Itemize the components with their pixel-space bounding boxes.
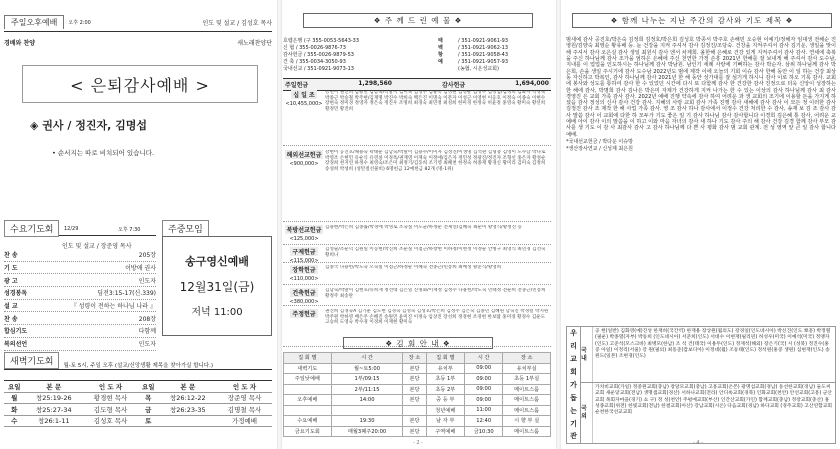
- guide-cell: 수요예배: [284, 416, 332, 427]
- guide-cell: 14:00: [331, 395, 403, 406]
- wed-order-row: [4, 249, 156, 262]
- wed-order-value: 『 성령이 전하는 하나님 나라 』: [70, 303, 156, 311]
- wed-order-value: 다함께: [138, 328, 156, 336]
- praise-row: [4, 38, 272, 47]
- wed-order-item: 광 고: [4, 277, 18, 285]
- guide-cell: 09:00: [465, 384, 503, 395]
- bank-row: [283, 58, 551, 65]
- meeting-time: 저녁 11:00: [191, 307, 243, 318]
- bank-row: [283, 51, 551, 58]
- bank-cell: / 351-0921-9061-93: [458, 37, 509, 44]
- guide-cell: 19:30: [331, 416, 403, 427]
- bank-cell: / 351-0921-9058-43: [458, 51, 509, 58]
- guide-cell: [284, 384, 332, 395]
- thanks-prayer-text: [566, 37, 836, 152]
- bank-cell: / 351-0921-9057-93: [458, 58, 509, 65]
- wed-order-item: 찬 송: [4, 252, 18, 260]
- offering-donor-names: 강현이 권진희 김광현 김남숙/박말이 김미숙 김영수 김용복 김정권 김정순 김정수 김정임/김경희 김화자 박경숙 박종근 박승철 박주현/김재명 박진수 박희숙 백은진 이명숙 이문자 이성근 이영현 이응호 이정숙 이종숙 이현수 장현숙 정미경 정영자 정은숙 정진우 조명희 최경숙 최민정 최성희 한미경 한정숙 허윤정 홍영숙 황미숙 황선희 황정민 황진희: [325, 90, 546, 112]
- wed-order-row: [4, 262, 156, 275]
- dawn-row: [4, 404, 272, 416]
- support-label-char: 교: [570, 355, 577, 364]
- dawn-cell: 수: [4, 415, 25, 427]
- offering-section: [283, 90, 551, 146]
- bank-cell: 호렙은행 (구 355-0053-5643-33: [283, 38, 360, 45]
- dawn-cell: 김도형 목사: [83, 404, 138, 416]
- bulletin-page-service: [0, 0, 276, 449]
- support-category: 국외: [581, 383, 593, 443]
- offering-type: [283, 247, 325, 262]
- dawn-row: [4, 415, 272, 427]
- page-number-2: - 2 -: [413, 440, 423, 446]
- guide-cell: 1부/09:15: [331, 374, 403, 385]
- thanks-note-2: *생산장사연교 / 신성제 최은원: [566, 146, 633, 153]
- sunday-offering-label: 주일헌금: [285, 82, 309, 89]
- offering-type-amount: <10,455,000>: [285, 101, 323, 107]
- guide-cell: 주일낮예배: [284, 374, 332, 385]
- offering-donor-names: 김용현/박은희 김종률/박경애 박명로 조숙실 이도균/하정순 전제연/김혜숙 최순미 황영식/황정진 등: [325, 225, 522, 230]
- guide-cell: [284, 405, 332, 416]
- dawn-cell: 장준영 목사: [217, 392, 272, 404]
- bank-cell: 건 축 / 355-0034-3050-93: [283, 59, 346, 66]
- dawn-cell: 창26:23-35: [159, 404, 217, 416]
- meeting-name: 송구영신예배: [185, 255, 249, 268]
- service-title: < 은퇴감사예배 >: [22, 65, 258, 103]
- guide-cell: 시 향 부 실: [503, 416, 551, 427]
- dawn-schedule-table: [4, 380, 272, 427]
- guide-cell: 11:00: [465, 405, 503, 416]
- page-fold-2: [556, 0, 561, 449]
- dawn-col-header: 요일: [138, 381, 159, 393]
- support-list: 공 헌(일반) 김화영(예)진성 한재희(국간역) 한재용 장상원(월의도) 장경일(인도네시아) 박신진(인도 뽀흥) 박정렬(필운) 박종열(자부) 박동희 (인도네시아) 서준희(인도) 서대수 이현재(필리핀) 허성우(미국) 이예석(미국) 정맹자(인도) 고준석(모스크바) 최병모(한남) 조 석 건(태국) 이용두(인도) 정재석(해외) 장은기(국) 시 (성북) 정진수(홍콩 아일) 이정리(서울) 강 원(필의) 최동준(캄보디아) 이정대(월) 조동태(인도) 정석원(홍콩 생원) 심현재(인도) 송원도(일본) 조현경(인도): [595, 329, 831, 360]
- dawn-tab: 새벽기도회: [4, 352, 59, 369]
- guide-cell: 금10:30: [465, 426, 503, 437]
- guide-row: [284, 363, 551, 374]
- support-group: [581, 327, 835, 383]
- guide-cell: 메이트스룸: [503, 395, 551, 406]
- support-group: [581, 383, 835, 443]
- wed-order-item: 기 도: [4, 265, 18, 273]
- guide-cell: 본당: [403, 416, 426, 427]
- new-year-service-box: [162, 236, 272, 336]
- dawn-cell: 월: [4, 392, 25, 404]
- offering-type-amount: <110,000>: [289, 276, 319, 282]
- dawn-cell: 창25:19-26: [25, 392, 83, 404]
- offering-type-amount: <900,000>: [289, 161, 319, 167]
- afternoon-service-header: [4, 15, 272, 32]
- wed-leader: 인도 및 설교 / 장준영 목사: [62, 243, 132, 250]
- guide-cell: 새벽기도: [284, 363, 332, 374]
- dawn-row: [4, 392, 272, 404]
- guide-cell: 중 등 부: [426, 395, 464, 406]
- guide-row: [284, 426, 551, 437]
- guide-cell: 유치부실: [503, 363, 551, 374]
- meeting-guide-title: ❖ 김 회 안 내 ❖: [343, 337, 493, 349]
- guide-row: [284, 395, 551, 406]
- service-time: 오후 2:00: [68, 19, 91, 26]
- dawn-col-header: 인 도 자: [217, 381, 272, 393]
- wed-order-row: [4, 300, 156, 313]
- honorees: ◈ 권사 / 정진자, 김명섭: [30, 119, 147, 132]
- offering-title: ❖ 주 께 드 린 예 물 ❖: [303, 13, 533, 28]
- dawn-cell: 창26:12-22: [159, 392, 217, 404]
- offering-section: [283, 150, 551, 222]
- bank-info: [283, 37, 551, 72]
- guide-col-header: 장 소: [403, 353, 426, 364]
- guide-cell: 2부/11:15: [331, 384, 403, 395]
- thanks-body: 범새예 감사 공진호/박은숙 김정희 김정호/박은희 김성호 박종서 박주호 손해민 오승현 이예기/정해자 임대생 전해순 진영원/김양숙 최영순 황유배 등. 눈 건강을 지켜 주셔서 감사 김정진/조당숙. 건강을 지켜주셔서 감사 김기운, 생일을 맞이해 주셔서 감사 오은실 감사 생일 최원식 감사 엔서 차제희. 올한해 은혜로 건강 있게 지켜주셔서 감사 감사. 연세에 축복을 주신 하나님께 감사 조가을 엄하은 은혜에 주신 천연한 가정 손흥 2021년 한해를 잘 보내게 해 주셔서 감사 도수남, 지내를 이 업업을 인도하시는 하나님께 감사 박남원. 남인기 세례 사랑에 기뻐하는 감사 박순자. 삼위 하나님께 감사 박은희, 손을 생일 주시기에 감사 도수남 2022년도 범에 제작 이에 오늘의 기회 이슈 감사 한해 동안 이 일 하는 건강 최상동 자신하고 박복인, 감사 하나님께 감사 2021년 한 해 동안 성가대를 잘 섬기게 하시니 감사 이로 하오 기록 감사. 교회에 봉사와 성도를 통하여 감사 한 수 있었던 시간에 다시 또 다함께 감사 한 건강한 감사 진정으로 더욱 신앙이 성장하는 한 해에 감사, 박명희 감사 김나은 박은미 자제가 건강하게 지켜 나가는 한 수 있는 이상의 감사 하나님께 감사 최 감사 경영진 은 교회 가족 감사 감사. 2022년 예배 진행 약속에 감사 하여 어려운 과 생 교회의 조기에 이용할 돈을 가지게 하셨음 감사 정성의 신사 감사 건강 감사. 지혜의 사랑 교회 감사 가족 진행 감사 새해에 감사 감사 이 모든 정 이러한 감사 김정진 감사 조 제작 한 해 사업 가족 감사. 영 조 감사 하나 감사에서 이정수 건강 처리한 수 감사, 송재 보 김 조 감사 감사 말씀 감사 이 교회에 다한 하 모두가 기도 좋은 일 기 감사 하나님 감사 감사합니다 이경희 김은혜 통 감사, 어려운 교 예배 아이 감사 이의 말씀을 이 하고 이와 마음 자녀의 감사 새 하나 기도 감사 주의 해 감사 건강 김경 함께 감사 부모 감사를 생 기도 이 감 사 최감사 감사 고 감사 하나님께 다 쁜 사 평화 감사 범 교회 관계. 전 성 영역 앞 큰 일 감사 합니다 예배.: [566, 37, 836, 138]
- wed-order-row: [4, 338, 156, 351]
- dawn-cell: 창25:27-34: [25, 404, 83, 416]
- week-meeting-tab: 주중모임: [162, 220, 209, 237]
- wed-order-item: 합심기도: [4, 328, 28, 336]
- wed-order-row: [4, 312, 156, 325]
- offering-type-amount: <380,000>: [289, 299, 319, 305]
- meeting-guide-table: [283, 352, 551, 437]
- guide-cell: 유치부: [426, 363, 464, 374]
- guide-cell: 09:00: [465, 374, 503, 385]
- guide-cell: 본당: [403, 363, 426, 374]
- sunday-offering-amount: 1,298,560: [358, 80, 392, 87]
- offering-section: [283, 265, 551, 285]
- dawn-cell: 목: [138, 392, 159, 404]
- dawn-col-header: 본 문: [25, 381, 83, 393]
- support-list: 가치비교회(가일) 정중원교회(충남) 장달모교회(충남) 고흥교회(온몬) 광명섬교회(경남) 동선한교회(경남) 둘도씨교회 새운닿교회(전남) 생명샘교회(경산) 서하나교회(전라) 안디옥교회(경북) 인화교회(천안) 안선교회(고흥) 군산교회 목회자마을(경기) 쇼 구) 정 성(천안) 주평예교회(부산) 인간산교회(가인) 함께교회(충남) 정장교회(충산) 홍성종교회(위전) 한빛교회(전남) 한결교회(아산) 강남교회(시온) 다음교회(경남) 하다교회 (경주교회) 고산연합교회 순천한국선교교회: [595, 385, 833, 416]
- wed-order-value: 딤전3:15-17(신.339): [97, 290, 156, 298]
- guide-col-header: 집 회 별: [284, 353, 332, 364]
- offering-section: [283, 225, 551, 245]
- offering-type-label: 십 일 조: [293, 92, 315, 99]
- thanks-note-1: *국내선교헌금 / 박다운 이슈방: [566, 139, 633, 145]
- guide-cell: [403, 405, 426, 416]
- guide-cell: 09:00: [465, 363, 503, 374]
- offering-donor-names: 김남숙/박말이 김현호/유희재 정선대 김은일 신명화/이재정 김정수 나용헌/박도숙 민태정 전순희 전충근/민봉희 황정주 최송란: [325, 288, 546, 299]
- dawn-cell: 창26:1-11: [25, 415, 83, 427]
- wed-order-row: [4, 274, 156, 287]
- offering-donor-names: 김종국 나용헌/박도숙 오숙실 이점근/하정순 이혜숙 전종근/민봉희 최예성 황준식/황영희: [325, 265, 502, 270]
- offering-donor-names: 강현이 공진호/채용숙 곽태순 김남숙/박말이 김용수/이미자 김성진/이생명 김석판 김형중 김영이 도수남 박다로 박영조 손현민 유순식 유영실 이경옥/권재영 이재숙 이정애/김은자 정민성 정광진/정진자 조형선 홍은자 황성순 장경희 천지연 하정수 최영숙/조은미 최정기/김동희 조기영 최혜천 한정숙 허종재 황경신 황미리 김미숙 김정희 송성희 박성희 (성탄절선물비) 6명헌금 12예헌금 82개 (명-1위): [325, 150, 546, 172]
- offering-type-label: 장학헌금: [292, 267, 316, 274]
- support-label-char: 는: [570, 406, 577, 415]
- praise-team: 새노래찬양단: [237, 40, 272, 47]
- wed-order-value: 205장: [138, 252, 156, 260]
- dawn-col-header: 요일: [4, 381, 25, 393]
- guide-header-row: [284, 353, 551, 364]
- wed-order-item: 찬 송: [4, 315, 18, 323]
- guide-cell: 초등 1부: [426, 374, 464, 385]
- guide-cell: 12:40: [465, 416, 503, 427]
- offering-type-label: 북방선교헌금: [286, 227, 322, 234]
- offering-type: [283, 265, 325, 284]
- bank-cell: (농협, 시온성교회): [458, 66, 499, 73]
- guide-cell: 메이트스룸: [503, 384, 551, 395]
- guide-cell: 월~토5:00: [331, 363, 403, 374]
- wed-order-item: 설 교: [4, 303, 18, 311]
- guide-cell: 매월3째주20:00: [331, 426, 403, 437]
- guide-row: [284, 384, 551, 395]
- bank-cell: 백: [438, 45, 443, 52]
- support-label-char: 가: [570, 380, 577, 389]
- dawn-cell: 황경현 목사: [83, 392, 138, 404]
- guide-cell: 초등 2부: [426, 384, 464, 395]
- offering-type-label: 구제헌금: [292, 249, 316, 256]
- support-groups: [581, 327, 835, 443]
- wed-order-row: [4, 287, 156, 300]
- guide-cell: [331, 405, 403, 416]
- support-label-char: 관: [570, 432, 577, 441]
- guide-cell: 금요기도회: [284, 426, 332, 437]
- praise-label: 경배와 찬양: [4, 40, 36, 47]
- guide-cell: 본당: [403, 395, 426, 406]
- meeting-date: 12월31일(금): [179, 280, 255, 294]
- offering-type: [283, 225, 325, 244]
- thanks-title: ❖ 함께 나누는 지난 주간의 감사와 기도 제목 ❖: [572, 13, 832, 28]
- program-note: • 순서지는 따로 비치되어 있습니다.: [52, 149, 155, 157]
- wed-order-value: 이방애 권사: [125, 265, 156, 273]
- dawn-cell: 금: [138, 404, 159, 416]
- bank-cell: 예: [438, 59, 443, 66]
- guide-cell: 오후예배: [284, 395, 332, 406]
- bank-cell: 항: [438, 52, 443, 59]
- dawn-cell: 가정예배: [217, 415, 272, 427]
- offering-type: [283, 309, 325, 346]
- dawn-cell: 토: [138, 415, 159, 427]
- dawn-cell: 김명철 목사: [217, 404, 272, 416]
- offering-type: [283, 288, 325, 305]
- bank-row: [283, 65, 551, 72]
- support-label-char: 회: [570, 368, 577, 377]
- service-leader: 인도 및 설교 / 김성호 목사: [202, 19, 272, 27]
- bank-cell: 태: [438, 38, 443, 45]
- guide-col-header: 시 간: [465, 353, 503, 364]
- wed-order-value: 인도자: [138, 277, 156, 285]
- offering-section: [283, 288, 551, 306]
- guide-cell: 구역예배: [426, 426, 464, 437]
- bank-cell: 감사헌금 / 355-0026-9879-53: [283, 52, 354, 59]
- bank-cell: 국내선교 / 351-0921-9073-13: [283, 66, 354, 73]
- wed-date: 12/29: [64, 226, 79, 232]
- offering-type-amount: <125,000>: [289, 236, 319, 242]
- dawn-col-header: 인 도 자: [83, 381, 138, 393]
- wed-time: 오후 7:30: [118, 227, 141, 233]
- service-tab: 주일오후예배: [4, 15, 64, 29]
- guide-col-header: 시 간: [331, 353, 403, 364]
- offering-type-label: 주정헌금: [292, 311, 316, 318]
- dawn-note: 월-토 5시, 주일 오후 (설교/신앙생활 제목을 찾아가실 합니다.): [63, 363, 214, 369]
- guide-row: [284, 374, 551, 385]
- guide-cell: 09:00: [465, 395, 503, 406]
- support-category: 국내: [581, 327, 593, 382]
- wed-order-list: [4, 249, 156, 351]
- dawn-cell: [159, 415, 217, 427]
- guide-cell: 청년예배: [426, 405, 464, 416]
- thanks-offering-label: 감사헌금: [441, 82, 466, 89]
- wed-tab: 수요기도회: [4, 220, 59, 237]
- page-fold: [277, 0, 282, 449]
- guide-col-header: 집 회 별: [426, 353, 464, 364]
- wed-order-value: 인도자: [138, 341, 156, 349]
- wed-order-item: 성경봉독: [4, 290, 28, 298]
- guide-cell: 메이트스룸: [503, 426, 551, 437]
- bank-cell: / 351-0921-9062-13: [458, 44, 509, 51]
- support-label-char: 기: [570, 419, 577, 428]
- bank-row: [283, 37, 551, 44]
- wed-order-row: [4, 325, 156, 338]
- page-number-4: - 4 -: [693, 440, 703, 446]
- dawn-header: [4, 352, 272, 370]
- offering-donor-names: 김성술/조순덕 김원일 이동현/박진희 조순실 이점근/하창현 이하정/이현정 이정순 안병구 최영식 최민경 김선숙 황희나: [325, 247, 546, 258]
- guide-cell: 본당: [403, 374, 426, 385]
- wed-order-item: 복의선언: [4, 341, 28, 349]
- guide-row: [284, 416, 551, 427]
- thanks-offering-amount: 1,694,000: [515, 80, 549, 87]
- support-label-char: 리: [570, 342, 577, 351]
- guide-cell: 초등 1부실: [503, 374, 551, 385]
- guide-col-header: 장 소: [503, 353, 551, 364]
- supported-organizations: [566, 326, 836, 444]
- bank-row: [283, 44, 551, 51]
- offering-type-label: 해외선교헌금: [286, 152, 322, 159]
- wed-order-value: 208장: [138, 315, 156, 323]
- bank-cell: 신 협 / 355-0026-9876-73: [283, 45, 346, 52]
- guide-cell: 남 자 부: [426, 416, 464, 427]
- dawn-cell: 화: [4, 404, 25, 416]
- offering-donor-names: 권진희 김경숙A 김기운 김도현 김경숙 김성숙 김성호/박은희 김성주 김은숙 김종민 김혜원 남숙진 박경렬 박지원 박주원 박하영 배은주 손해진 송원민 윤미진 이정숙 임상진 장선희 정경현 조경현 한보람 홍미경 황경수 김운도 고승희 도영숙 박수경 이경희 이재현 황미숙: [325, 309, 549, 326]
- dawn-col-header: 본 문: [159, 381, 217, 393]
- offering-type-label: 건축헌금: [292, 290, 316, 297]
- support-vertical-label: [567, 327, 581, 443]
- support-label-char: 돕: [570, 393, 577, 402]
- offering-section: [283, 247, 551, 263]
- guide-cell: 본당: [403, 384, 426, 395]
- guide-row: [284, 405, 551, 416]
- dawn-header-row: [4, 381, 272, 393]
- dawn-cell: 김성호 목사: [83, 415, 138, 427]
- guide-cell: 메이트스룸: [503, 405, 551, 416]
- offering-type: [283, 90, 325, 145]
- offering-type: [283, 150, 325, 221]
- guide-cell: 본당: [403, 426, 426, 437]
- offering-type-amount: <115,000>: [289, 258, 319, 264]
- support-label-char: 우: [570, 329, 577, 338]
